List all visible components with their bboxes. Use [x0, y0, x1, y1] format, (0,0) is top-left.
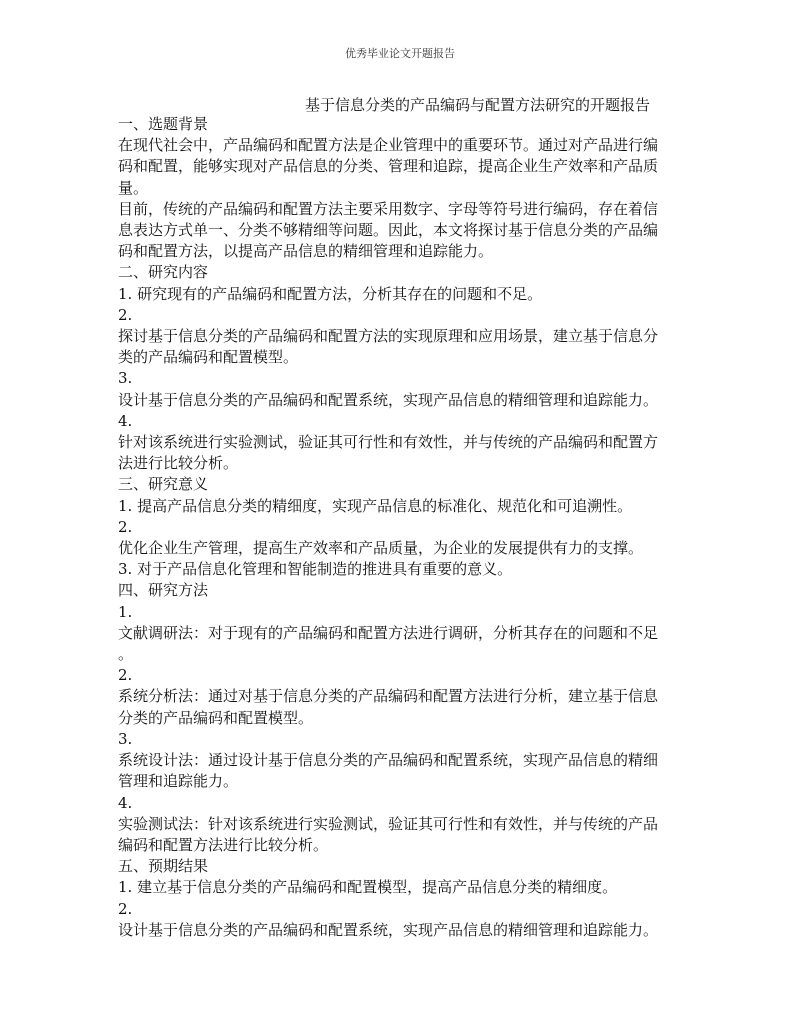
- text-line: 2.: [118, 305, 133, 324]
- text-line: 分类的产品编码和配置模型。: [118, 708, 314, 727]
- text-line: 码和配置，能够实现对产品信息的分类、管理和追踪，提高企业生产效率和产品质: [118, 157, 659, 176]
- text-line: 系统设计法：通过设计基于信息分类的产品编码和配置系统，实现产品信息的精细: [118, 751, 659, 770]
- text-line: 文献调研法：对于现有的产品编码和配置方法进行调研，分析其存在的问题和不足: [118, 623, 659, 642]
- text-line: 三、研究意义: [118, 475, 209, 494]
- text-line: 管理和追踪能力。: [118, 772, 239, 791]
- text-line: 法进行比较分析。: [118, 454, 239, 473]
- page-header: 优秀毕业论文开题报告: [345, 47, 455, 60]
- text-line: 设计基于信息分类的产品编码和配置系统，实现产品信息的精细管理和追踪能力。: [118, 920, 659, 939]
- text-line: 2.: [118, 517, 133, 536]
- text-line: 针对该系统进行实验测试，验证其可行性和有效性，并与传统的产品编码和配置方: [118, 433, 659, 452]
- text-line: 1. 建立基于信息分类的产品编码和配置模型，提高产品信息分类的精细度。: [118, 878, 618, 897]
- text-line: 3.: [118, 729, 133, 748]
- text-line: 五、预期结果: [118, 857, 209, 876]
- text-line: 四、研究方法: [118, 581, 209, 600]
- text-line: 3.: [118, 369, 133, 388]
- text-line: 1. 提高产品信息分类的精细度，实现产品信息的标准化、规范化和可追溯性。: [118, 496, 633, 515]
- text-line: 在现代社会中，产品编码和配置方法是企业管理中的重要环节。通过对产品进行编: [118, 136, 659, 155]
- document-title: 基于信息分类的产品编码与配置方法研究的开题报告: [305, 96, 651, 114]
- text-line: 探讨基于信息分类的产品编码和配置方法的实现原理和应用场景，建立基于信息分: [118, 327, 659, 346]
- text-line: 2.: [118, 899, 133, 918]
- document-body: [118, 114, 688, 941]
- text-line: 实验测试法：针对该系统进行实验测试，验证其可行性和有效性，并与传统的产品: [118, 814, 659, 833]
- text-line: 类的产品编码和配置模型。: [118, 348, 299, 367]
- text-line: 息表达方式单一、分类不够精细等问题。因此，本文将探讨基于信息分类的产品编: [118, 221, 659, 240]
- text-line: 目前，传统的产品编码和配置方法主要采用数字、字母等符号进行编码，存在着信: [118, 199, 659, 218]
- text-line: 2.: [118, 666, 133, 685]
- text-line: 设计基于信息分类的产品编码和配置系统，实现产品信息的精细管理和追踪能力。: [118, 390, 659, 409]
- text-line: 系统分析法：通过对基于信息分类的产品编码和配置方法进行分析，建立基于信息: [118, 687, 659, 706]
- text-line: 3. 对于产品信息化管理和智能制造的推进具有重要的意义。: [118, 560, 513, 579]
- text-line: 1.: [118, 602, 133, 621]
- text-line: 一、选题背景: [118, 115, 209, 133]
- text-line: 二、研究内容: [118, 263, 209, 282]
- text-line: 4.: [118, 411, 133, 430]
- text-line: 4.: [118, 793, 133, 812]
- text-line: 。: [118, 645, 134, 664]
- text-line: 编码和配置方法进行比较分析。: [118, 835, 329, 854]
- text-line: 1. 研究现有的产品编码和配置方法，分析其存在的问题和不足。: [118, 284, 543, 303]
- text-line: 优化企业生产管理，提高生产效率和产品质量，为企业的发展提供有力的支撑。: [118, 539, 644, 558]
- text-line: 码和配置方法，以提高产品信息的精细管理和追踪能力。: [118, 242, 494, 261]
- text-line: 量。: [118, 178, 149, 197]
